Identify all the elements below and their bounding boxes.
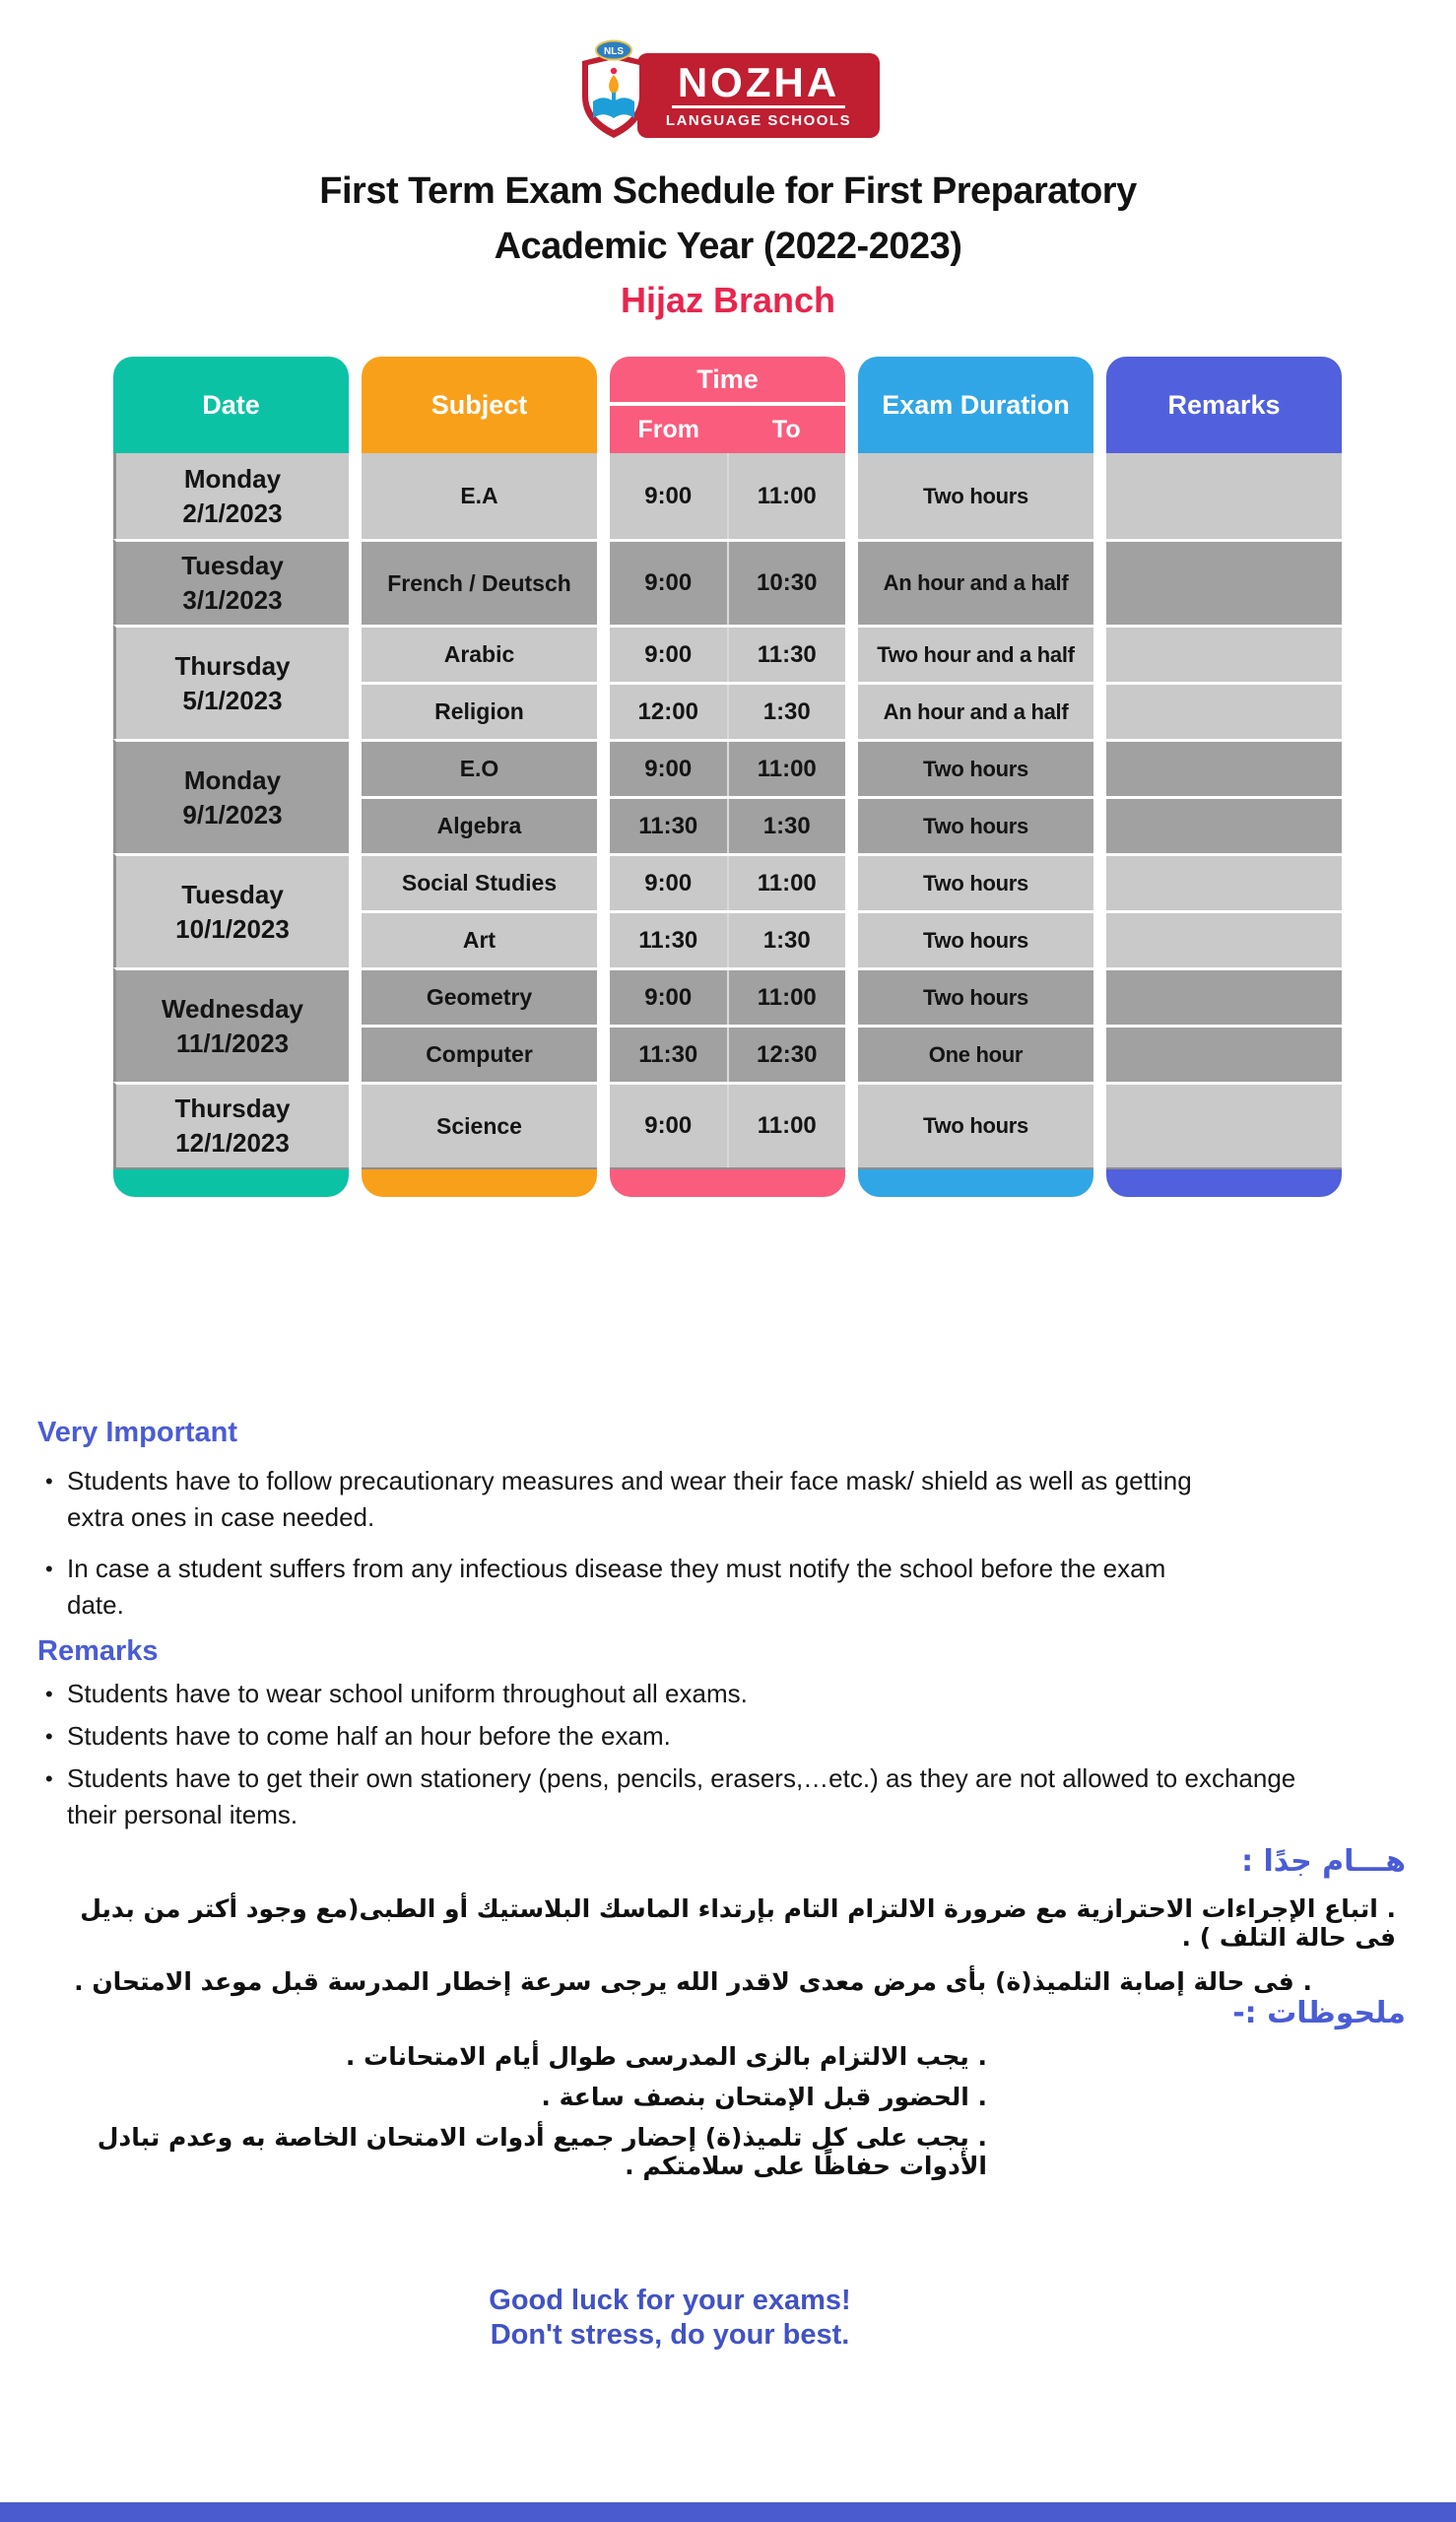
date-label: 2/1/2023 <box>182 498 283 528</box>
date-label: 9/1/2023 <box>182 799 283 830</box>
date-cell <box>113 853 349 967</box>
time-to-value: 12:30 <box>757 1040 818 1068</box>
remarks-heading: Remarks <box>37 1635 159 1667</box>
column-remarks <box>1106 357 1342 1197</box>
duration-header <box>858 357 1093 453</box>
time-from-value: 11:30 <box>610 913 729 967</box>
duration-cell: Two hours <box>923 984 1028 1010</box>
subject-group-cell <box>362 453 597 539</box>
arabic-note-line: . يجب على كل تلميذ(ة) إحضار جميع أدوات الامتحان الخاصة به وعدم تبادل الأدوات حفاظًا على سلامتكم . <box>97 2123 987 2180</box>
school-logo <box>576 39 880 142</box>
duration-cell: Two hour and a half <box>877 641 1075 667</box>
date-cell <box>113 967 349 1082</box>
duration-group-cell <box>858 625 1093 739</box>
bullet-item: • Students have to get their own stationery (pens, pencils, erasers,…etc.) as they are not allowed to exchange their personal items. <box>37 1760 1308 1833</box>
remarks-group-cell <box>1106 539 1342 625</box>
bullet-item: • Students have to follow precautionary measures and wear their face mask/ shield as well as getting extra ones in case needed. <box>37 1463 1210 1536</box>
date-header <box>113 357 349 453</box>
subject-cell: Art <box>362 910 597 967</box>
day-label: Thursday <box>174 1094 291 1123</box>
duration-cell: Two hours <box>923 756 1028 781</box>
date-cell <box>113 625 349 739</box>
remarks-cell <box>1106 453 1342 539</box>
subject-cell: Arabic <box>443 641 515 667</box>
time-from-value: 9:00 <box>610 628 729 682</box>
very-important-section <box>37 1417 1417 1638</box>
from-header-label: From <box>637 415 699 443</box>
title-line-1: First Term Exam Schedule for First Preparatory <box>319 170 1137 212</box>
school-name: NOZHA <box>677 59 840 105</box>
day-label: Thursday <box>174 650 291 681</box>
time-header-label: Time <box>696 364 759 394</box>
header-label: Subject <box>430 389 528 420</box>
time-cell <box>610 1025 845 1082</box>
remarks-header <box>1106 357 1342 453</box>
remarks-group-cell <box>1106 967 1342 1082</box>
time-from-value: 11:30 <box>610 1028 729 1082</box>
time-cell <box>610 542 845 625</box>
time-cell <box>610 970 845 1025</box>
header-label: Date <box>202 389 260 420</box>
good-luck-line-1: Good luck for your exams! <box>489 2285 851 2316</box>
column-footer-bar <box>362 1167 597 1197</box>
time-cell <box>610 1085 845 1167</box>
remarks-group-cell <box>1106 1082 1342 1167</box>
subject-header <box>362 357 597 453</box>
time-from-value: 12:00 <box>610 685 729 739</box>
very-important-list <box>37 1463 1417 1624</box>
time-cell <box>610 628 845 682</box>
time-group-cell <box>610 625 845 739</box>
subject-group-cell <box>362 739 597 853</box>
remarks-group-cell <box>1106 853 1342 967</box>
subject-cell: Algebra <box>362 796 597 853</box>
remarks-cell <box>1106 1025 1342 1082</box>
time-to-value: 1:30 <box>762 812 811 839</box>
subject-group-cell <box>362 967 597 1082</box>
column-footer-bar <box>610 1167 845 1197</box>
arabic-note-line: . اتباع الإجراءات الاحترازية مع ضرورة الالتزام التام بإرتداء الماسك البلاستيك أو الطبى(مع وجود أكتر من بديل فى حالة التلف ) . <box>80 1894 1396 1952</box>
header-label: Exam Duration <box>882 389 1070 420</box>
arabic-important-section <box>32 1844 1421 1996</box>
time-from-value: 11:30 <box>610 799 729 853</box>
date-label: 11/1/2023 <box>175 1028 290 1058</box>
time-cell <box>610 742 845 796</box>
subject-cell: Computer <box>362 1025 597 1082</box>
remarks-cell <box>1106 682 1342 739</box>
duration-cell: One hour <box>858 1025 1093 1082</box>
arabic-notes-lines <box>32 2042 1421 2180</box>
remarks-section <box>37 1635 1417 1839</box>
duration-group-cell <box>858 1082 1093 1167</box>
bullet-item: • Students have to come half an hour before the exam. <box>37 1718 1417 1755</box>
time-from-value: 9:00 <box>610 1085 729 1167</box>
time-to-value: 11:00 <box>757 983 817 1011</box>
remarks-cell <box>1106 970 1342 1025</box>
duration-group-cell <box>858 739 1093 853</box>
title-line-2: Academic Year (2022-2023) <box>494 226 962 267</box>
remarks-cell <box>1106 742 1342 796</box>
date-cell <box>113 1082 349 1167</box>
time-to-value: 10:30 <box>757 569 818 596</box>
subject-group-cell <box>362 539 597 625</box>
time-to-value: 1:30 <box>762 926 811 954</box>
date-label: 10/1/2023 <box>175 913 290 944</box>
subject-cell: Geometry <box>426 984 533 1010</box>
arabic-important-lines <box>32 1894 1421 1996</box>
day-label: Tuesday <box>181 551 284 580</box>
branch-title: Hijaz Branch <box>620 280 836 320</box>
very-important-heading: Very Important <box>37 1417 238 1448</box>
date-cell <box>113 739 349 853</box>
duration-group-cell <box>858 539 1093 625</box>
time-from-value: 9:00 <box>610 453 729 539</box>
arabic-note-line: . يجب الالتزام بالزى المدرسى طوال أيام الامتحانات . <box>345 2042 987 2071</box>
time-header <box>610 357 845 453</box>
time-to-value: 11:00 <box>757 1112 817 1139</box>
subject-cell: Science <box>436 1112 522 1139</box>
column-date <box>113 357 349 1197</box>
time-subheader-row <box>610 406 845 453</box>
arabic-notes-section <box>32 1996 1421 2180</box>
duration-cell: Two hours <box>858 796 1093 853</box>
duration-cell: Two hours <box>923 1113 1028 1138</box>
time-to-value: 11:00 <box>757 482 817 509</box>
remarks-group-cell <box>1106 625 1342 739</box>
column-time <box>610 357 845 1197</box>
column-subject <box>362 357 597 1197</box>
time-group-cell <box>610 739 845 853</box>
remarks-cell <box>1106 796 1342 853</box>
date-label: 5/1/2023 <box>182 685 283 715</box>
date-cell <box>113 453 349 539</box>
date-label: 3/1/2023 <box>182 585 283 615</box>
time-to-value: 11:00 <box>757 755 817 782</box>
banner-divider <box>672 105 845 108</box>
duration-cell: Two hours <box>923 870 1028 896</box>
time-cell <box>610 910 845 967</box>
time-group-cell <box>610 453 845 539</box>
date-cell <box>113 539 349 625</box>
duration-cell: Two hours <box>923 483 1028 508</box>
time-group-cell <box>610 539 845 625</box>
time-cell <box>610 453 845 539</box>
logo-nls-text: NLS <box>604 46 624 57</box>
column-duration <box>858 357 1093 1197</box>
bottom-accent-bar <box>0 2502 1456 2522</box>
remarks-cell <box>1106 856 1342 910</box>
time-from-value: 9:00 <box>610 970 729 1025</box>
duration-group-cell <box>858 453 1093 539</box>
subject-group-cell <box>362 1082 597 1167</box>
time-to-value: 11:30 <box>757 640 817 668</box>
day-label: Monday <box>183 764 282 795</box>
remarks-list <box>37 1676 1417 1833</box>
arabic-note-line: . الحضور قبل الإمتحان بنصف ساعة . <box>541 2083 987 2111</box>
arabic-note-line: . فى حالة إصابة التلميذ(ة) بأى مرض معدى لاقدر الله يرجى سرعة إخطار المدرسة قبل موعد الامتحان . <box>74 1967 1312 1996</box>
arabic-important-heading: هـــام جدًا : <box>1241 1844 1406 1879</box>
duration-cell: An hour and a half <box>883 570 1069 595</box>
time-from-value: 9:00 <box>610 742 729 796</box>
time-group-cell <box>610 1082 845 1167</box>
time-cell <box>610 682 845 739</box>
header-label: Remarks <box>1167 389 1281 420</box>
column-footer-bar <box>1106 1167 1342 1197</box>
duration-group-cell <box>858 967 1093 1082</box>
duration-cell: An hour and a half <box>858 682 1093 739</box>
exam-schedule-table <box>113 357 1342 1197</box>
date-label: 12/1/2023 <box>175 1128 290 1158</box>
time-from-value: 9:00 <box>610 542 729 625</box>
time-from-value: 9:00 <box>610 856 729 910</box>
remarks-cell <box>1106 542 1342 625</box>
bullet-item: • Students have to wear school uniform throughout all exams. <box>37 1676 1417 1712</box>
time-cell <box>610 856 845 910</box>
remarks-group-cell <box>1106 453 1342 539</box>
day-label: Wednesday <box>161 993 303 1024</box>
column-footer-bar <box>858 1167 1093 1197</box>
duration-cell: Two hours <box>858 910 1093 967</box>
subject-cell: Religion <box>362 682 597 739</box>
subject-group-cell <box>362 853 597 967</box>
bullet-item: • In case a student suffers from any infectious disease they must notify the school before the exam date. <box>37 1551 1210 1624</box>
subject-cell: E.O <box>459 756 499 781</box>
remarks-cell <box>1106 1085 1342 1167</box>
day-label: Tuesday <box>181 879 284 909</box>
remarks-cell <box>1106 628 1342 682</box>
school-tagline: LANGUAGE SCHOOLS <box>665 112 852 129</box>
day-label: Monday <box>183 463 282 494</box>
subject-cell: Social Studies <box>401 870 558 896</box>
time-to-value: 11:00 <box>757 869 817 896</box>
time-cell <box>610 796 845 853</box>
duration-group-cell <box>858 853 1093 967</box>
remarks-group-cell <box>1106 739 1342 853</box>
school-shield-icon <box>576 39 651 142</box>
page-title <box>0 164 1456 274</box>
good-luck-line-2: Don't stress, do your best. <box>490 2319 850 2351</box>
subject-cell: E.A <box>460 483 498 508</box>
remarks-cell <box>1106 910 1342 967</box>
time-to-value: 1:30 <box>762 697 811 725</box>
arabic-notes-heading: ملحوظات :- <box>1232 1996 1406 2030</box>
column-footer-bar <box>113 1167 349 1197</box>
subject-group-cell <box>362 625 597 739</box>
good-luck-message <box>20 2284 1320 2353</box>
to-header-label: To <box>771 415 801 443</box>
time-group-cell <box>610 967 845 1082</box>
school-name-banner <box>637 53 880 138</box>
subject-cell: French / Deutsch <box>387 569 571 596</box>
time-group-cell <box>610 853 845 967</box>
